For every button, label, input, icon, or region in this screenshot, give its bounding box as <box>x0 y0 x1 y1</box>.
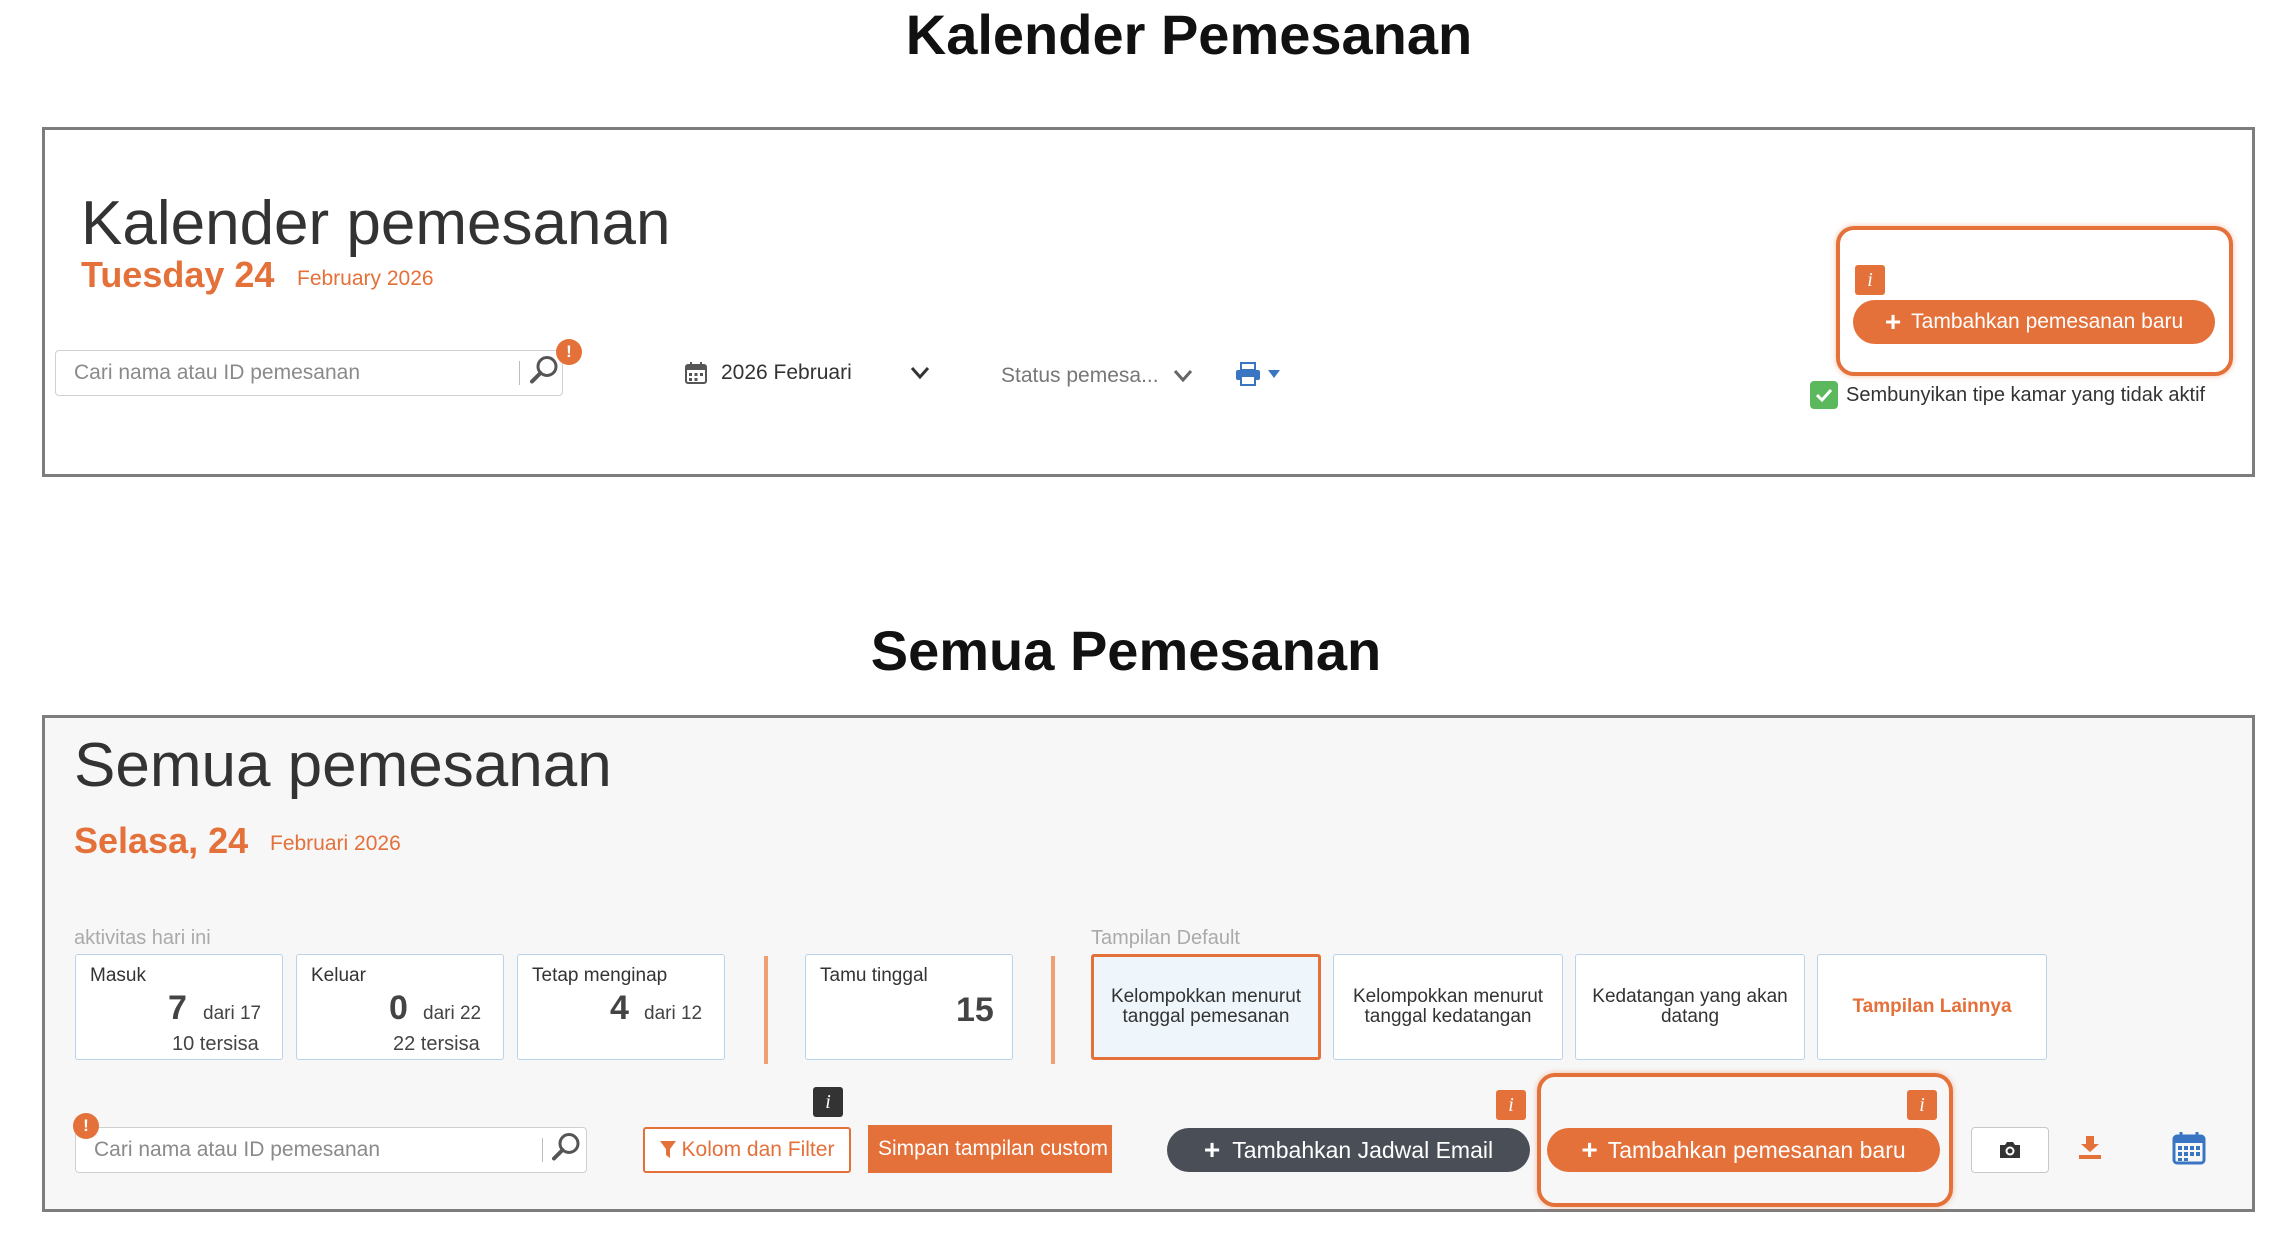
add-booking-label: Tambahkan pemesanan baru <box>1607 1136 1906 1163</box>
stat-label: Keluar <box>311 965 366 986</box>
stat-card-guests[interactable] <box>805 954 1013 1060</box>
filter-icon <box>660 1141 676 1159</box>
stat-card-check-out[interactable] <box>296 954 504 1060</box>
status-select[interactable] <box>1001 361 1193 391</box>
search-alert-badge: ! <box>73 1113 99 1139</box>
print-button[interactable] <box>1235 362 1281 386</box>
add-booking-button[interactable] <box>1853 300 2215 344</box>
search-divider <box>519 361 520 385</box>
search-alert-badge: ! <box>556 339 582 365</box>
plus-icon: + <box>1203 1134 1221 1165</box>
calendar-screenshot-panel <box>42 127 2255 477</box>
status-select-value: Status pemesa... <box>1001 364 1159 387</box>
default-view-label: Tampilan Default <box>1091 927 1240 949</box>
stat-label: Tetap menginap <box>532 965 668 986</box>
add-booking-button[interactable] <box>1547 1128 1940 1172</box>
search-input[interactable] <box>75 1127 587 1173</box>
section-heading-all-bookings: Semua Pemesanan <box>870 619 1382 682</box>
all-bookings-screenshot-panel <box>42 715 2255 1212</box>
chevron-down-icon <box>910 366 930 380</box>
stat-value: 15 <box>956 991 994 1029</box>
stat-total: dari 22 <box>423 1003 482 1024</box>
save-custom-view-label: Simpan tampilan custom <box>878 1137 1108 1160</box>
download-icon[interactable] <box>2078 1136 2102 1165</box>
current-day: Selasa, 24 <box>74 820 249 861</box>
stat-card-staying[interactable] <box>517 954 725 1060</box>
hide-inactive-label: Sembunyikan tipe kamar yang tidak aktif <box>1846 383 2206 406</box>
printer-icon <box>1235 362 1261 386</box>
current-month: Februari 2026 <box>270 832 401 855</box>
view-group-by-arrival-date[interactable]: Kelompokkan menurut tanggal kedatangan <box>1333 954 1563 1060</box>
camera-icon <box>1998 1140 2022 1160</box>
search-placeholder: Cari nama atau ID pemesanan <box>74 361 360 384</box>
stat-remaining: 22 tersisa <box>393 1033 480 1055</box>
add-email-schedule-label: Tambahkan Jadwal Email <box>1232 1136 1494 1163</box>
plus-icon: + <box>1581 1134 1598 1165</box>
info-badge[interactable]: i <box>1907 1090 1937 1120</box>
current-day: Tuesday 24 <box>81 254 275 295</box>
stat-label: Tamu tinggal <box>820 965 928 986</box>
section-heading-calendar: Kalender Pemesanan <box>905 3 1473 66</box>
search-icon[interactable] <box>550 1132 582 1169</box>
caret-down-icon <box>1267 369 1281 379</box>
stat-value: 7 <box>168 989 187 1027</box>
hide-inactive-toggle[interactable] <box>1810 381 2205 409</box>
stat-card-check-in[interactable] <box>75 954 283 1060</box>
view-group-by-booking-date[interactable]: Kelompokkan menurut tanggal pemesanan <box>1091 954 1321 1060</box>
divider <box>1051 956 1055 1064</box>
info-badge[interactable]: i <box>813 1087 843 1117</box>
plus-icon: + <box>1884 306 1902 337</box>
save-custom-view-button[interactable] <box>868 1125 1112 1173</box>
stat-remaining: 10 tersisa <box>172 1033 259 1055</box>
info-badge[interactable]: i <box>1496 1090 1526 1120</box>
search-placeholder: Cari nama atau ID pemesanan <box>94 1138 380 1161</box>
calendar-grid-icon[interactable] <box>2172 1131 2206 1170</box>
add-booking-label: Tambahkan pemesanan baru <box>1911 310 2184 333</box>
stat-value: 4 <box>610 989 629 1027</box>
screenshot-button[interactable] <box>1971 1127 2049 1173</box>
columns-filter-button[interactable] <box>643 1127 851 1173</box>
page-title: Semua pemesanan <box>74 731 612 800</box>
date-select[interactable] <box>685 358 930 388</box>
chevron-down-icon <box>1173 369 1193 383</box>
current-month: February 2026 <box>297 267 434 290</box>
search-input[interactable] <box>55 350 563 396</box>
search-divider <box>542 1138 543 1162</box>
stat-total: dari 12 <box>644 1003 703 1024</box>
page-title: Kalender pemesanan <box>81 189 671 258</box>
divider <box>764 956 768 1064</box>
add-email-schedule-button[interactable] <box>1167 1128 1530 1172</box>
activity-label: aktivitas hari ini <box>74 927 211 949</box>
date-select-value: 2026 Februari <box>721 361 852 384</box>
calendar-icon <box>685 362 707 384</box>
columns-filter-label: Kolom dan Filter <box>681 1138 835 1161</box>
view-more[interactable]: Tampilan Lainnya <box>1817 954 2047 1060</box>
stat-label: Masuk <box>90 965 146 986</box>
stat-value: 0 <box>389 989 408 1027</box>
info-badge[interactable]: i <box>1855 265 1885 295</box>
search-icon[interactable] <box>528 355 560 392</box>
check-icon[interactable] <box>1810 381 1838 409</box>
stat-total: dari 17 <box>203 1003 262 1024</box>
view-upcoming-arrivals[interactable]: Kedatangan yang akan datang <box>1575 954 1805 1060</box>
